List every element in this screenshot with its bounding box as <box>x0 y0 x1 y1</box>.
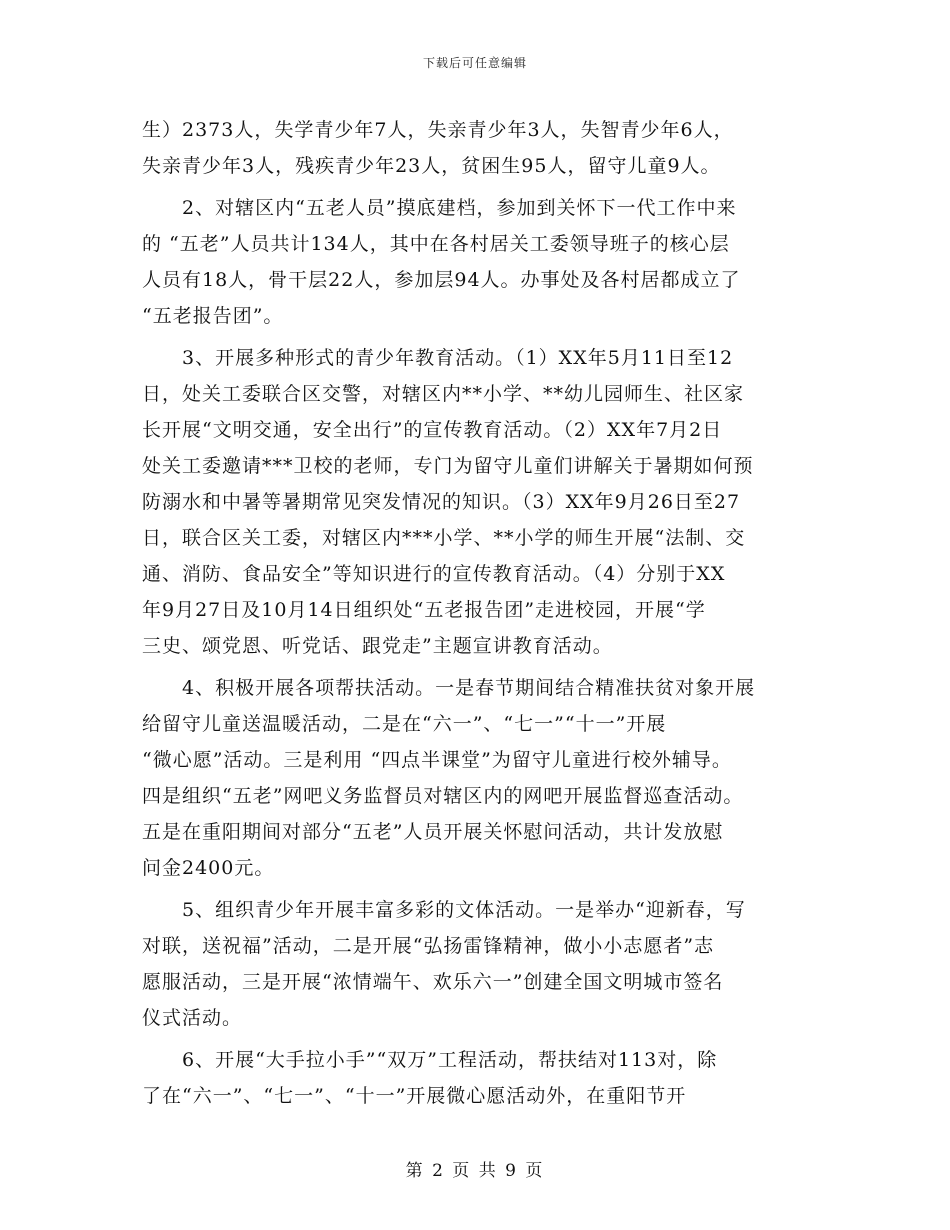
text-line: 5、组织青少年开展丰富多彩的文体活动。一是举办“迎新春，写 <box>142 899 746 921</box>
text-line: 五是在重阳期间对部分“五老”人员开展关怀慰问活动，共计发放慰 <box>142 821 724 843</box>
paragraph <box>142 340 822 664</box>
text-line: 人员有18人，骨干层22人，参加层94人。办事处及各村居都成立了 <box>142 269 741 291</box>
text-line: 四是组织“五老”网吧义务监督员对辖区内的网吧开展监督巡查活动。 <box>142 785 744 807</box>
text-line: 防溺水和中暑等暑期常见突发情况的知识。（3）XX年9月26日至27 <box>142 491 741 513</box>
text-line: 仪式活动。 <box>142 1007 243 1029</box>
text-line: 4、积极开展各项帮扶活动。一是春节期间结合精准扶贫对象开展 <box>142 677 756 699</box>
text-line: 长开展“文明交通，安全出行”的宣传教育活动。（2）XX年7月2日 <box>142 419 723 441</box>
text-line: 问金2400元。 <box>142 857 275 879</box>
text-line: 处关工委邀请***卫校的老师，专门为留守儿童们讲解关于暑期如何预 <box>142 455 754 477</box>
text-line: 通、消防、食品安全”等知识进行的宣传教育活动。（4）分别于XX <box>142 563 726 585</box>
text-line: 6、开展“大手拉小手”“双万”工程活动，帮扶结对113对，除 <box>142 1049 718 1071</box>
text-line: 给留守儿童送温暖活动，二是在“六一”、“七一”“十一”开展 <box>142 713 667 735</box>
text-line: 对联，送祝福”活动，二是开展“弘扬雷锋精神，做小小志愿者”志 <box>142 935 715 957</box>
text-line: 3、开展多种形式的青少年教育活动。（1）XX年5月11日至12 <box>142 347 734 369</box>
text-line: “五老报告团”。 <box>142 305 284 327</box>
paragraph <box>142 670 822 886</box>
body-text <box>142 112 822 1114</box>
text-line: 了在“六一”、“七一”、“十一”开展微心愿活动外，在重阳节开 <box>142 1085 687 1107</box>
paragraph <box>142 1042 822 1114</box>
text-line: 愿服活动，三是开展“浓情端午、欢乐六一”创建全国文明城市签名 <box>142 971 724 993</box>
text-line: 的 “五老”人员共计134人，其中在各村居关工委领导班子的核心层 <box>142 233 730 255</box>
paragraph <box>142 892 822 1036</box>
page-number-footer: 第 2 页 共 9 页 <box>405 1161 545 1181</box>
text-line: “微心愿”活动。三是利用 “四点半课堂”为留守儿童进行校外辅导。 <box>142 749 732 771</box>
header-note: 下载后可任意编辑 <box>422 56 527 70</box>
text-line: 生）2373人，失学青少年7人，失亲青少年3人，失智青少年6人， <box>142 119 734 141</box>
text-line: 日，处关工委联合区交警，对辖区内**小学、**幼儿园师生、社区家 <box>142 383 745 405</box>
text-line: 三史、颂党恩、听党话、跟党走”主题宣讲教育活动。 <box>142 635 613 657</box>
text-line: 年9月27日及10月14日组织处“五老报告团”走进校园，开展“学 <box>142 599 706 621</box>
paragraph <box>142 190 822 334</box>
text-line: 2、对辖区内“五老人员”摸底建档，参加到关怀下一代工作中来 <box>142 197 737 219</box>
text-line: 失亲青少年3人，残疾青少年23人，贫困生95人，留守儿童9人。 <box>142 155 721 177</box>
text-line: 日，联合区关工委，对辖区内***小学、**小学的师生开展“法制、交 <box>142 527 746 549</box>
paragraph <box>142 112 822 184</box>
